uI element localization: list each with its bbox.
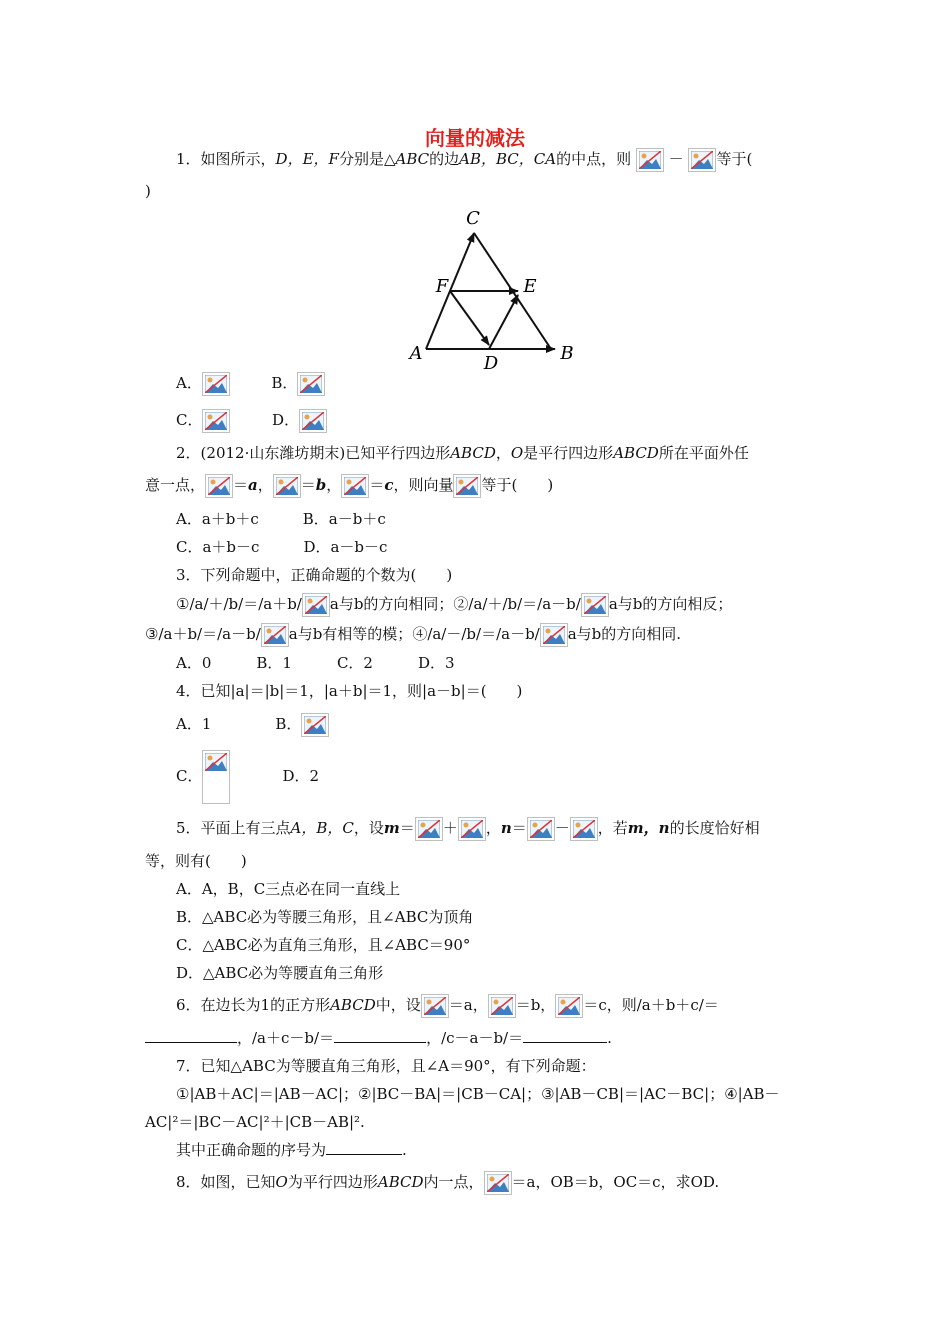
page-title: 向量的减法 bbox=[425, 126, 525, 150]
text: a bbox=[248, 476, 258, 494]
label-C: C bbox=[466, 208, 480, 229]
image-placeholder-icon bbox=[202, 372, 230, 396]
text: m bbox=[383, 819, 400, 837]
text: . bbox=[402, 1141, 407, 1159]
text: B． bbox=[275, 715, 302, 733]
text: 等于( bbox=[716, 150, 753, 168]
text: 的长度恰好相 bbox=[669, 819, 760, 837]
q4-line1: 4．已知|a|＝|b|＝1，|a＋b|＝1，则|a－b|＝( ) bbox=[176, 682, 523, 700]
image-placeholder-icon bbox=[302, 593, 330, 617]
text: A． bbox=[176, 374, 202, 392]
text: ＋ bbox=[442, 819, 458, 837]
text: ，则向量 bbox=[393, 476, 454, 494]
text: n bbox=[500, 819, 512, 837]
image-placeholder-icon bbox=[688, 148, 716, 172]
text: B． bbox=[271, 374, 298, 392]
text: C．a＋b－c bbox=[176, 538, 260, 556]
text: AB，BC，CA bbox=[459, 150, 557, 168]
text: ， bbox=[326, 476, 342, 494]
image-placeholder-icon bbox=[484, 1171, 512, 1195]
image-placeholder-icon bbox=[202, 409, 230, 433]
label-D: D bbox=[483, 353, 499, 374]
q2-options-ab bbox=[176, 507, 386, 531]
image-placeholder-icon bbox=[555, 994, 583, 1018]
answer-blank[interactable] bbox=[334, 1028, 426, 1043]
text: ＝a，OB＝b，OC＝c，求OD. bbox=[511, 1173, 720, 1191]
answer-blank[interactable] bbox=[523, 1028, 607, 1043]
q5-option-c: C．△ABC必为直角三角形，且∠ABC＝90° bbox=[176, 936, 471, 954]
text: ，/a＋c－b/＝ bbox=[237, 1029, 335, 1047]
text: 内一点， bbox=[423, 1173, 484, 1191]
text: ＝ bbox=[300, 476, 316, 494]
image-placeholder-icon bbox=[636, 148, 664, 172]
label-A: A bbox=[409, 343, 423, 364]
q3-line3 bbox=[145, 622, 681, 647]
text: 分别是△ bbox=[338, 150, 396, 168]
text: 所在平面外任 bbox=[658, 444, 749, 462]
q7-line1: 7．已知△ABC为等腰直角三角形，且∠A＝90°，有下列命题： bbox=[176, 1057, 596, 1075]
text: c bbox=[384, 476, 394, 494]
text: 中，设 bbox=[375, 996, 421, 1014]
text: ABCD bbox=[613, 444, 659, 462]
text: O bbox=[510, 444, 524, 462]
text: ＝a， bbox=[448, 996, 488, 1014]
q3-line1: 3．下列命题中，正确命题的个数为( ) bbox=[176, 566, 453, 584]
image-placeholder-icon bbox=[581, 593, 609, 617]
label-B: B bbox=[560, 343, 574, 364]
triangle-figure bbox=[404, 204, 584, 374]
text: 等于( ) bbox=[481, 476, 554, 494]
image-placeholder-icon bbox=[299, 409, 327, 433]
q2-line1 bbox=[176, 441, 749, 465]
text: . bbox=[607, 1029, 612, 1047]
q7-line4 bbox=[176, 1138, 407, 1162]
label-E: E bbox=[523, 276, 537, 297]
text: ，设 bbox=[353, 819, 384, 837]
q1-line1 bbox=[176, 147, 752, 172]
q1-line2: ) bbox=[145, 182, 151, 200]
text: ＝ bbox=[511, 819, 527, 837]
text: A．1 bbox=[176, 715, 212, 733]
image-placeholder-icon bbox=[297, 372, 325, 396]
image-placeholder-icon bbox=[341, 474, 369, 498]
text: A，B，C bbox=[290, 819, 354, 837]
text: a与b的方向相同； bbox=[329, 595, 454, 613]
answer-blank[interactable] bbox=[145, 1028, 237, 1043]
text: ②/a/＋/b/＝/a－b/ bbox=[453, 595, 581, 613]
text: 其中正确命题的序号为 bbox=[176, 1141, 327, 1159]
q4-options-cd bbox=[176, 750, 319, 804]
text: ， bbox=[495, 444, 511, 462]
q5-line1 bbox=[176, 816, 760, 841]
q8-line1 bbox=[176, 1170, 719, 1195]
q5-option-a: A．A，B，C三点必在同一直线上 bbox=[176, 880, 401, 898]
text: 6．在边长为1的正方形 bbox=[176, 996, 331, 1014]
text: B．a－b＋c bbox=[302, 510, 386, 528]
text: ＝ bbox=[399, 819, 415, 837]
text: ABC bbox=[395, 150, 430, 168]
text: ①/a/＋/b/＝/a＋b/ bbox=[176, 595, 302, 613]
text: － bbox=[668, 150, 684, 168]
text: a与b有相等的模； bbox=[288, 625, 413, 643]
q2-line2 bbox=[145, 473, 553, 498]
image-placeholder-icon bbox=[273, 474, 301, 498]
text: 是平行四边形 bbox=[523, 444, 614, 462]
text: m，n bbox=[627, 819, 670, 837]
text: 8．如图，已知 bbox=[176, 1173, 276, 1191]
text: ABCD bbox=[377, 1173, 424, 1191]
text: ABCD bbox=[330, 996, 376, 1014]
text: 1．如图所示， bbox=[176, 150, 276, 168]
q6-line1 bbox=[176, 993, 719, 1018]
image-placeholder-icon bbox=[421, 994, 449, 1018]
text: ，/c－a－b/＝ bbox=[426, 1029, 524, 1047]
image-placeholder-icon bbox=[488, 994, 516, 1018]
q7-line3: AC|²＝|BC－AC|²＋|CB－AB|². bbox=[145, 1113, 365, 1131]
image-placeholder-icon bbox=[202, 750, 230, 804]
segment-FD bbox=[450, 291, 489, 345]
q1-options-cd bbox=[176, 408, 327, 433]
image-placeholder-icon bbox=[458, 817, 486, 841]
text: D． bbox=[272, 411, 300, 429]
text: ＝ bbox=[233, 476, 249, 494]
text: a与b的方向相同. bbox=[567, 625, 682, 643]
q7-line2: ①|AB＋AC|＝|AB－AC|；②|BC－BA|＝|CB－CA|；③|AB－CB|＝|AC－BC|；④|AB－ bbox=[176, 1085, 780, 1103]
text: D．a－b－c bbox=[303, 538, 388, 556]
q5-option-b: B．△ABC必为等腰三角形，且∠ABC为顶角 bbox=[176, 908, 474, 926]
text: ＝b， bbox=[515, 996, 556, 1014]
text: C． bbox=[176, 767, 203, 785]
image-placeholder-icon bbox=[205, 474, 233, 498]
text: 的中点，则 bbox=[556, 150, 632, 168]
text: 5．平面上有三点 bbox=[176, 819, 291, 837]
image-placeholder-icon bbox=[261, 623, 289, 647]
label-F: F bbox=[435, 276, 449, 297]
q5-option-d: D．△ABC必为等腰直角三角形 bbox=[176, 964, 384, 982]
q3-options: A．0 B．1 C．2 D．3 bbox=[176, 654, 455, 672]
text: ＝c，则/a＋b＋c/＝ bbox=[583, 996, 719, 1014]
text: ， bbox=[257, 476, 273, 494]
text: ③/a＋b/＝/a－b/ bbox=[145, 625, 261, 643]
text: 意一点， bbox=[145, 476, 206, 494]
image-placeholder-icon bbox=[527, 817, 555, 841]
text: b bbox=[315, 476, 327, 494]
image-placeholder-icon bbox=[453, 474, 481, 498]
q5-line2: 等，则有( ) bbox=[145, 852, 247, 870]
text: ，若 bbox=[597, 819, 628, 837]
image-placeholder-icon bbox=[415, 817, 443, 841]
q3-line2 bbox=[176, 592, 732, 617]
text: C． bbox=[176, 411, 203, 429]
q6-line2 bbox=[145, 1026, 612, 1050]
q2-options-cd bbox=[176, 535, 387, 559]
q4-options-ab bbox=[176, 712, 329, 737]
text: 2．(2012·山东潍坊期末)已知平行四边形 bbox=[176, 444, 451, 462]
text: A．a＋b＋c bbox=[176, 510, 259, 528]
image-placeholder-icon bbox=[570, 817, 598, 841]
image-placeholder-icon bbox=[540, 623, 568, 647]
answer-blank[interactable] bbox=[326, 1140, 402, 1155]
text: ＝ bbox=[369, 476, 385, 494]
text: ABCD bbox=[450, 444, 496, 462]
segment-DE bbox=[489, 295, 518, 349]
text: ④/a/－/b/＝/a－b/ bbox=[412, 625, 540, 643]
text: 为平行四边形 bbox=[287, 1173, 378, 1191]
text: ， bbox=[485, 819, 501, 837]
image-placeholder-icon bbox=[301, 713, 329, 737]
text: a与b的方向相反； bbox=[608, 595, 733, 613]
text: 的边 bbox=[429, 150, 460, 168]
q1-options-ab bbox=[176, 371, 325, 396]
text: D．2 bbox=[282, 767, 320, 785]
text: － bbox=[554, 819, 570, 837]
text: O bbox=[275, 1173, 288, 1191]
text: D，E，F bbox=[275, 150, 339, 168]
